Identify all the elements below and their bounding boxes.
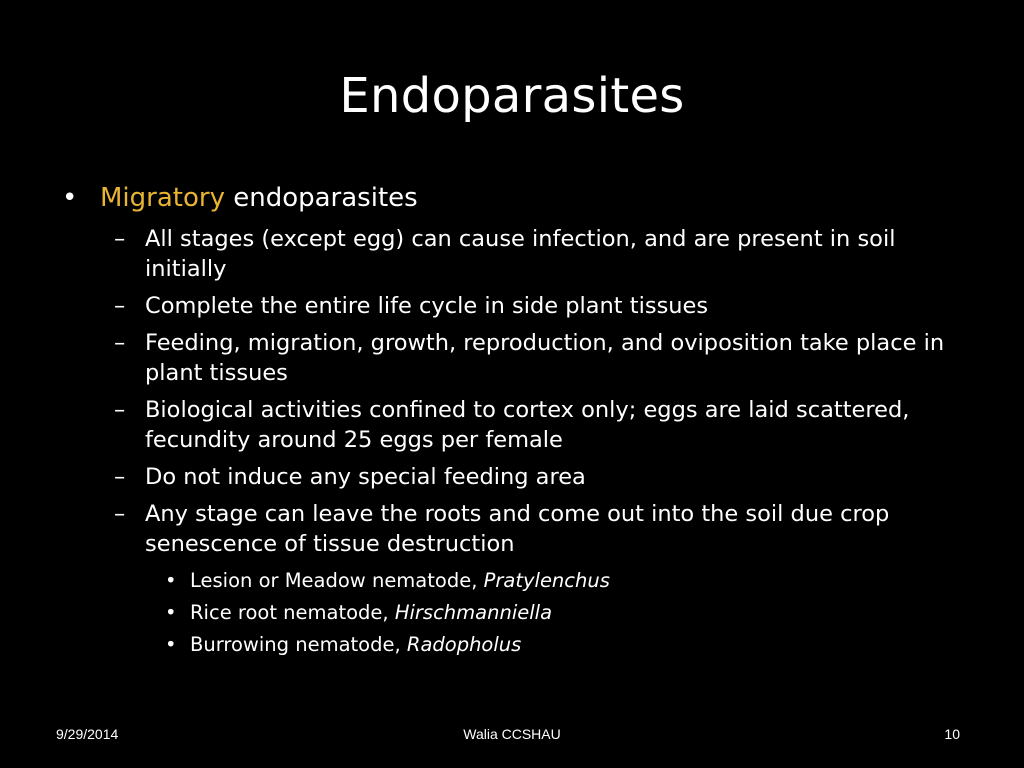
slide-title: Endoparasites (339, 68, 685, 124)
example-prefix: Lesion or Meadow nematode, (190, 569, 484, 592)
sub-bullet-text: All stages (except egg) can cause infection, and are present in soil initially (145, 226, 896, 282)
main-bullet (100, 180, 980, 216)
bullet-marker: • (165, 569, 177, 592)
main-bullet-text: endoparasites (224, 183, 418, 213)
bullet-marker: • (165, 633, 177, 656)
example-item (162, 632, 610, 658)
dash-marker: – (114, 464, 126, 490)
sub-bullet-text: Any stage can leave the roots and come out into the soil due crop senescence of tissue destruction (145, 501, 890, 557)
example-prefix: Rice root nematode, (190, 601, 395, 624)
dash-marker: – (114, 397, 126, 423)
dash-marker: – (114, 330, 126, 356)
example-genus: Radopholus (406, 633, 522, 656)
example-genus: Hirschmanniella (394, 601, 553, 624)
sub-bullet-text: Do not induce any special feeding area (145, 464, 586, 490)
bullet-marker: • (165, 601, 177, 624)
sub-bullet-text: Complete the entire life cycle in side plant tissues (145, 293, 709, 319)
sub-bullet (100, 462, 945, 492)
example-list (162, 568, 610, 664)
main-bullet-highlight: Migratory (100, 183, 225, 213)
sub-bullet-text: Biological activities confined to cortex only; eggs are laid scattered, fecundity around 25 eggs per female (145, 397, 910, 453)
sub-bullet (100, 499, 945, 559)
dash-marker: – (114, 226, 126, 252)
footer-date: 9/29/2014 (56, 726, 119, 742)
example-genus: Pratylenchus (483, 569, 610, 592)
sub-bullet-text: Feeding, migration, growth, reproduction, and oviposition take place in plant tissues (145, 330, 945, 386)
footer-author: Walia CCSHAU (463, 726, 561, 742)
sub-bullet (100, 395, 945, 455)
sub-bullet-list (100, 224, 980, 566)
main-bullet-marker: • (62, 183, 78, 213)
example-item (162, 600, 610, 626)
footer-page-number: 10 (944, 726, 960, 742)
sub-bullet (100, 328, 945, 388)
sub-bullet (100, 291, 945, 321)
dash-marker: – (114, 501, 126, 527)
example-prefix: Burrowing nematode, (190, 633, 407, 656)
dash-marker: – (114, 293, 126, 319)
example-item (162, 568, 610, 594)
sub-bullet (100, 224, 945, 284)
